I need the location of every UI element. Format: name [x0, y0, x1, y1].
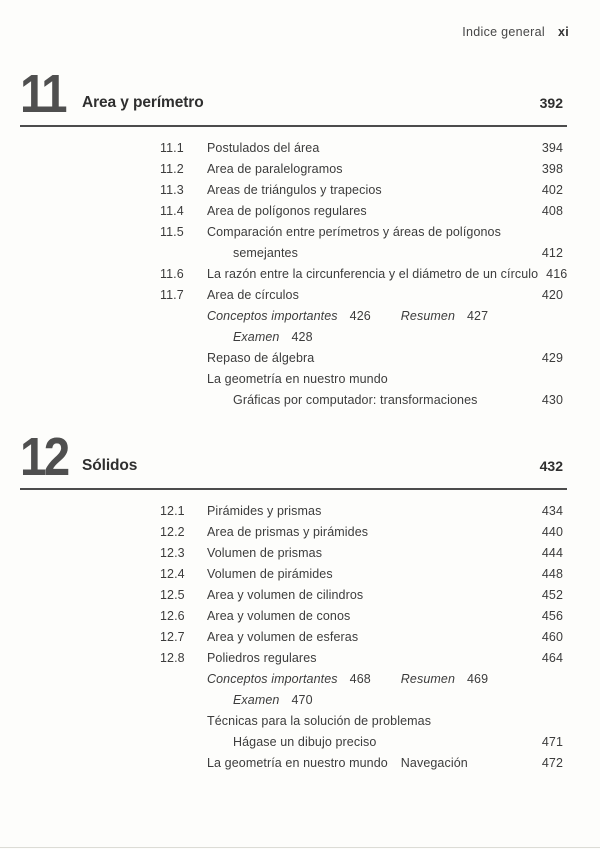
review-refs: [207, 669, 488, 690]
review-label-examen: Examen: [233, 330, 280, 344]
section-number: 11.5: [160, 225, 184, 239]
toc-row: [160, 522, 563, 543]
section-title: Area y volumen de esferas: [207, 630, 359, 644]
review-page-resumen: 427: [467, 309, 489, 323]
review-page-examen: 428: [291, 330, 313, 344]
section-title: Pirámides y prismas: [207, 504, 322, 518]
toc-row: [160, 585, 563, 606]
section-number: 12.8: [160, 651, 185, 665]
section-page-number: 440: [541, 525, 563, 539]
review-label-resumen: Resumen: [400, 672, 455, 686]
section-number: 11.3: [160, 183, 184, 197]
toc-row: [160, 159, 563, 180]
section-number: 12.6: [160, 609, 185, 623]
toc-row: [160, 648, 563, 669]
section-page-number: 394: [541, 141, 563, 155]
chapter-12-entries: [160, 501, 563, 774]
section-title: Area y volumen de cilindros: [207, 588, 364, 602]
section-number: 11.4: [160, 204, 184, 218]
chapter-number: 12: [20, 426, 68, 487]
section-page-number: 460: [541, 630, 563, 644]
section-page-number: 434: [541, 504, 563, 518]
section-page-number: 444: [541, 546, 563, 560]
chapter-divider-rule: [20, 125, 567, 127]
toc-row: [160, 180, 563, 201]
section-title: Area de círculos: [207, 288, 299, 302]
toc-row: [160, 501, 563, 522]
extra-title: Gráficas por computador: transformaciones: [233, 393, 478, 407]
toc-row: [160, 369, 563, 390]
chapter-11-entries: [160, 138, 568, 411]
section-page-number: 402: [541, 183, 563, 197]
section-page-number: 416: [546, 267, 568, 281]
chapter-page-number: 432: [539, 458, 563, 474]
review-label-resumen: Resumen: [400, 309, 455, 323]
extra-title: Repaso de álgebra: [207, 351, 315, 365]
review-refs: [207, 327, 313, 348]
section-page-number: 448: [541, 567, 563, 581]
extra-page-number: 430: [541, 393, 563, 407]
running-header-page-number: xi: [557, 25, 569, 39]
review-page-conceptos: 426: [349, 309, 371, 323]
extra-title: Técnicas para la solución de problemas: [207, 714, 432, 728]
toc-row: [160, 264, 568, 285]
section-title: Poliedros regulares: [207, 651, 317, 665]
section-number: 11.7: [160, 288, 184, 302]
section-number: 11.2: [160, 162, 184, 176]
toc-row: [160, 243, 563, 264]
chapter-title: Area y perímetro: [82, 94, 204, 111]
section-number: 12.1: [160, 504, 185, 518]
toc-row: [160, 222, 563, 243]
review-page-conceptos: 468: [349, 672, 371, 686]
extra-title: Hágase un dibujo preciso: [233, 735, 377, 749]
section-page-number: 464: [541, 651, 563, 665]
section-title: Area de prismas y pirámides: [207, 525, 369, 539]
section-title: Areas de triángulos y trapecios: [207, 183, 382, 197]
toc-row: [160, 348, 563, 369]
chapter-12-block: [0, 425, 600, 774]
section-number: 11.1: [160, 141, 184, 155]
running-header-title: Indice general: [462, 25, 545, 39]
section-page-number: 398: [541, 162, 563, 176]
section-title: Comparación entre perímetros y áreas de polígonos: [207, 225, 501, 239]
review-page-resumen: 469: [467, 672, 489, 686]
chapter-number: 11: [20, 63, 65, 124]
extra-title: La geometría en nuestro mundo: [207, 372, 388, 386]
review-label-conceptos: Conceptos importantes: [207, 672, 338, 686]
extra-page-number: 471: [541, 735, 563, 749]
section-title: Area y volumen de conos: [207, 609, 351, 623]
chapter-divider-rule: [20, 488, 567, 490]
section-title: Area de polígonos regulares: [207, 204, 367, 218]
extra-title: La geometría en nuestro mundo: [207, 756, 388, 770]
section-title-continuation: semejantes: [233, 246, 298, 260]
section-number: 12.4: [160, 567, 185, 581]
extra-page-number: 472: [541, 756, 563, 770]
section-title: Volumen de prismas: [207, 546, 323, 560]
section-title: La razón entre la circunferencia y el diámetro de un círculo: [207, 267, 539, 281]
section-number: 12.7: [160, 630, 185, 644]
section-page-number: 456: [541, 609, 563, 623]
chapter-11-block: [0, 62, 600, 411]
review-label-examen: Examen: [233, 693, 280, 707]
chapter-12-heading: [20, 425, 567, 487]
section-title: Area de paralelogramos: [207, 162, 343, 176]
chapter-page-number: 392: [539, 95, 563, 111]
toc-row: [160, 753, 563, 774]
extra-title-suffix: Navegación: [400, 756, 468, 770]
section-title: Postulados del área: [207, 141, 320, 155]
section-title: Volumen de pirámides: [207, 567, 333, 581]
running-header: [462, 25, 569, 39]
toc-row: [160, 564, 563, 585]
review-page-examen: 470: [291, 693, 313, 707]
toc-row: [160, 543, 563, 564]
section-page-number: 420: [541, 288, 563, 302]
section-number: 12.5: [160, 588, 185, 602]
toc-row-review: [160, 669, 563, 690]
toc-row-review: [160, 306, 563, 327]
extra-page-number: 429: [541, 351, 563, 365]
toc-row: [160, 711, 563, 732]
section-number: 11.6: [160, 267, 184, 281]
review-refs: [207, 306, 488, 327]
toc-row: [160, 606, 563, 627]
toc-row: [160, 390, 563, 411]
page-bottom-scan-edge: [0, 847, 600, 848]
toc-row: [160, 285, 563, 306]
section-page-number: 452: [541, 588, 563, 602]
toc-row-review: [160, 690, 563, 711]
review-label-conceptos: Conceptos importantes: [207, 309, 338, 323]
chapter-title: Sólidos: [82, 457, 138, 474]
section-page-number: 412: [541, 246, 563, 260]
extra-title-with-suffix: [207, 753, 468, 774]
toc-row: [160, 732, 563, 753]
section-page-number: 408: [541, 204, 563, 218]
toc-row-review: [160, 327, 563, 348]
toc-row: [160, 627, 563, 648]
review-refs: [207, 690, 313, 711]
toc-row: [160, 138, 563, 159]
section-number: 12.3: [160, 546, 185, 560]
toc-row: [160, 201, 563, 222]
chapter-11-heading: [20, 62, 567, 124]
section-number: 12.2: [160, 525, 185, 539]
